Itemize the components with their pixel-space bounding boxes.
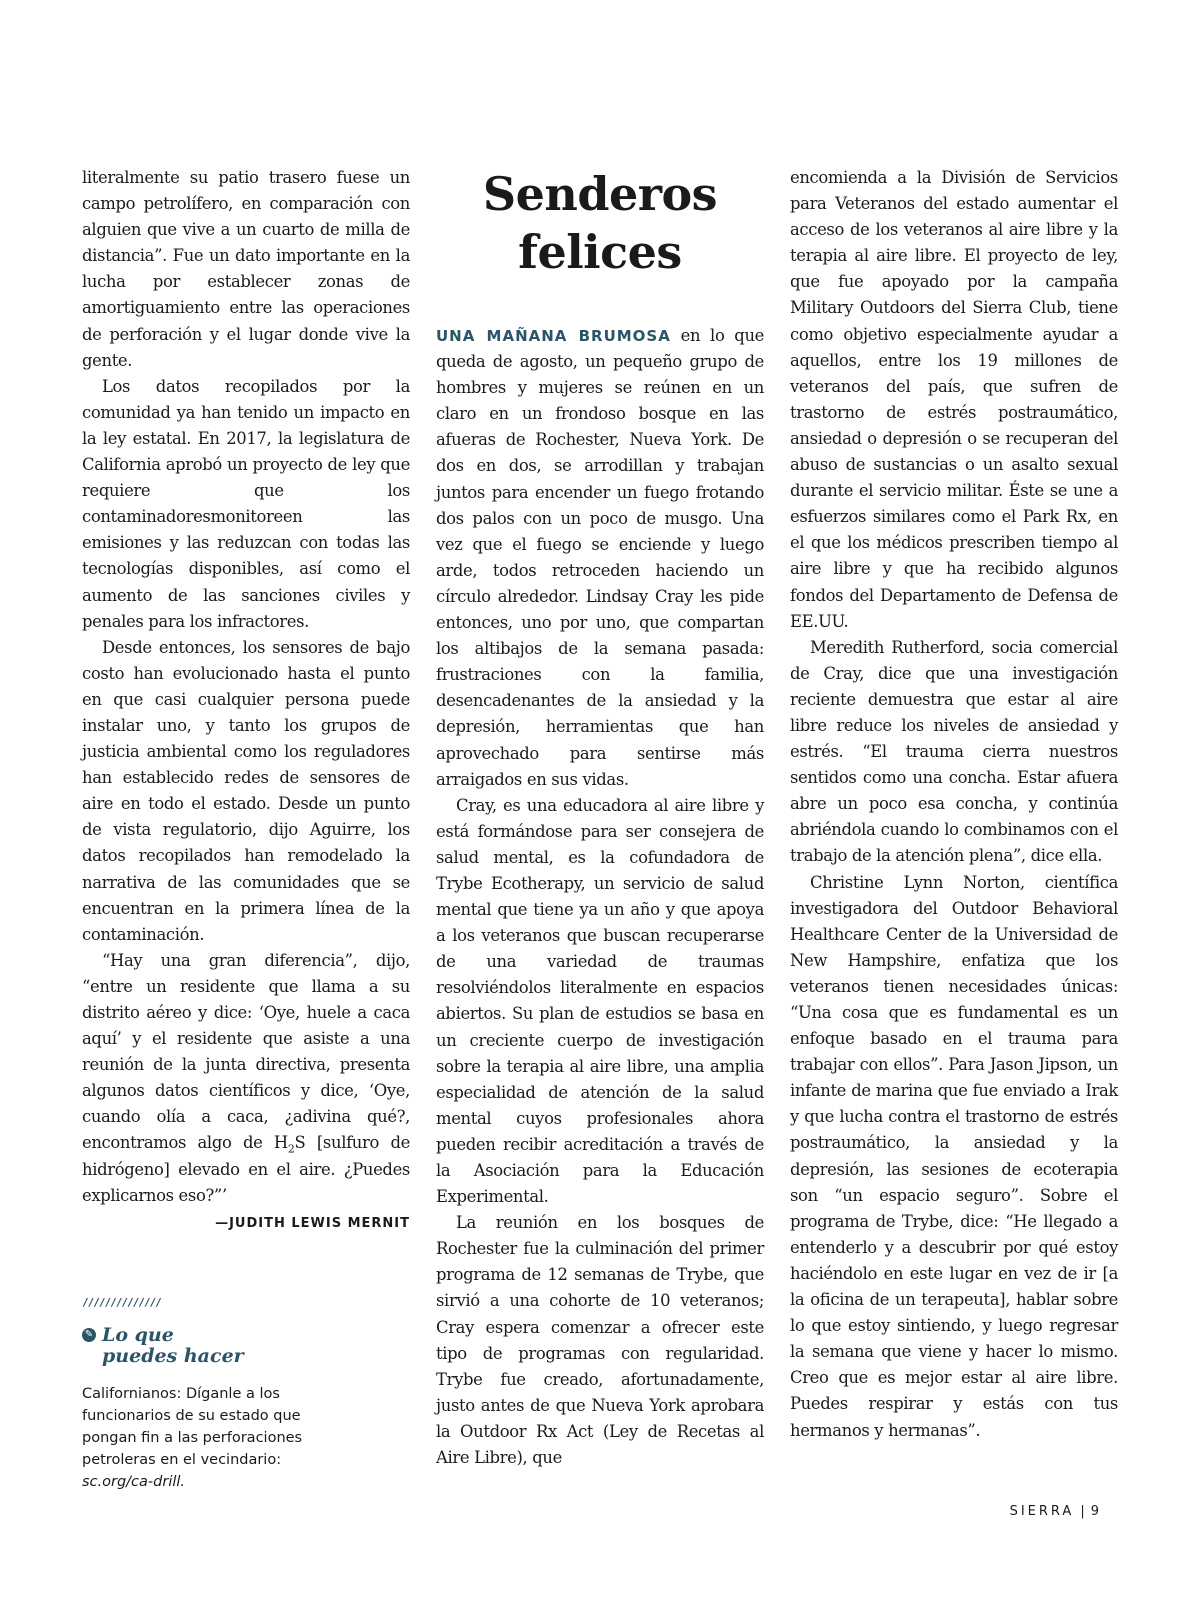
action-link[interactable]: sc.org/ca-drill. — [82, 1474, 186, 1490]
sidebar-title — [82, 1325, 410, 1367]
sidebar-title-text — [102, 1325, 244, 1367]
page-number: 9 — [1090, 1504, 1102, 1519]
headline-line: Senderos — [482, 167, 718, 221]
sidebar-title-line: puedes hacer — [102, 1345, 244, 1367]
sidebar-body — [82, 1383, 352, 1493]
body-paragraph: Cray, es una educadora al aire libre y está formándose para ser consejera de salud mental, es la cofundadora de Trybe Ecotherapy, un servicio de salud mental que tiene ya un año y que apoya a los veteranos que buscan recuperarse de una variedad de traumas resolviéndolos literalmente en espacios abiertos. Su plan de estudios se basa en un creciente cuerpo de investigación sobre la terapia al aire libre, una amplia especialidad de atención de la salud mental cuyos profesionales ahora pueden recibir acreditación a través de la Asociación para la Educación Experimental. — [436, 795, 764, 1207]
left-column — [82, 165, 410, 1237]
body-paragraph: Christine Lynn Norton, científica investigadora del Outdoor Behavioral Healthcare Center de la Universidad de New Hampshire, enfatiza que los veteranos tienen necesidades únicas: “Una cosa que es fundamental es un enfoque basado en el trauma para trabajar con ellos”. Para Jason Jipson, un infante de marina que fue enviado a Irak y que lucha contra el trastorno de estrés postraumático, la ansiedad y la depresión, las sesiones de ecoterapia son “un espacio seguro”. Sobre el programa de Trybe, dice: “He llegado a entenderlo y a descubrir por qué estoy haciéndolo en este lugar en vez de ir [a la oficina de un terapeuta], hablar sobre lo que estoy sintiendo, y luego regresar la semana que viene y hacer lo mismo. Creo que es mejor estar al aire libre. Puedes respirar y estás con tus hermanos y hermanas”. — [790, 872, 1118, 1440]
body-paragraph: encomienda a la División de Servicios para Veteranos del estado aumentar el acceso de los veteranos al aire libre y la terapia al aire libre. El proyecto de ley, que fue apoyado por la campaña Military Outdoors del Sierra Club, tiene como objetivo especialmente ayudar a aquellos, entre los 19 millones de veteranos del país, que sufren de trastorno de estrés postraumático, ansiedad o depresión o se recuperan del abuso de sustancias o un asalto sexual durante el servicio militar. Éste se une a esfuerzos similares como el Park Rx, en el que los médicos prescriben tiempo al aire libre y que ha recibido algunos fondos del Departamento de Defensa de EE.UU. — [790, 168, 1118, 631]
body-paragraph: La reunión en los bosques de Rochester fue la culminación del primer programa de 12 semanas de Trybe, que sirvió a una cohorte de 10 veteranos; Cray espera comenzar a ofrecer este tipo de programas con regularidad. Trybe fue creado, afortunadamente, justo antes de que Nueva York aprobara la Outdoor Rx Act (Ley de Recetas al Aire Libre), que — [436, 1213, 764, 1468]
middle-column — [436, 165, 764, 1471]
decorative-slashes: ////////////// — [82, 1296, 161, 1309]
quote-text-end: S [sulfuro de hidrógeno] elevado en el aire. ¿Puedes explicarnos eso?”’ — [82, 1133, 410, 1205]
pencil-icon: ✎ — [82, 1328, 96, 1342]
quote-text: “Hay una gran diferencia”, dijo, “entre un residente que llama a su distrito aéreo y dice: ‘Oye, huele a caca aquí’ y el residente que asiste a una reunión de la junta directiva, presenta algunos datos científicos y dice, ‘Oye, cuando olía a caca, ¿adivina qué?, encontramos algo de H — [82, 950, 410, 1153]
body-paragraph: Meredith Rutherford, socia comercial de Cray, dice que una investigación reciente demuestra que estar al aire libre reduce los niveles de ansiedad y estrés. “El trauma cierra nuestros sentidos como una concha. Estar afuera abre un poco esa concha, y continúa abriéndola cuando lo combinamos con el trabajo de la atención plena”, dice ella. — [790, 637, 1118, 866]
action-sidebar — [82, 1296, 410, 1493]
headline-line: felices — [518, 225, 682, 279]
body-paragraph: literalmente su patio trasero fuese un campo petrolífero, en comparación con alguien que vive a un cuarto de milla de distancia”. Fue un dato importante en la lucha por establecer zonas de amortiguamiento entre las operaciones de perforación y el lugar donde vive la gente. — [82, 168, 410, 370]
magazine-name: SIERRA — [1009, 1504, 1075, 1519]
lead-text: en lo que queda de agosto, un pequeño grupo de hombres y mujeres se reúnen en un claro en un frondoso bosque en las afueras de Rochester, Nueva York. De dos en dos, se arrodillan y trabajan juntos para encender un fuego frotando dos palos con un poco de musgo. Una vez que el fuego se enciende y luego arde, todos retroceden haciendo un círculo alrededor. Lindsay Cray les pide entonces, uno por uno, que compartan los altibajos de la semana pasada: frustraciones con la familia, desencadenantes de la ansiedad y la depresión, herramientas que han aprovechado para sentirse más arraigados en sus vidas. — [436, 326, 764, 789]
right-column — [790, 165, 1118, 1444]
lead-in: UNA MAÑANA BRUMOSA — [436, 327, 671, 345]
body-paragraph — [82, 948, 410, 1209]
article-headline — [436, 165, 764, 281]
lead-paragraph — [436, 323, 764, 793]
body-paragraph: Los datos recopilados por la comunidad ya han tenido un impacto en la ley estatal. En 2017, la legislatura de California aprobó un proyecto de ley que requiere que los contaminadoresmonitoreen las emisiones y las reduzcan con todas las tecnologías disponibles, así como el aumento de las sanciones civiles y penales para los infractores. — [82, 376, 410, 631]
sidebar-title-line: Lo que — [102, 1324, 174, 1346]
sidebar-text: Californianos: Díganle a los funcionarios de su estado que pongan fin a las perforaciones petroleras en el vecindario: — [82, 1386, 303, 1468]
subscript: 2 — [287, 1142, 295, 1156]
folio-separator: | — [1080, 1504, 1085, 1519]
author-byline: —JUDITH LEWIS MERNIT — [215, 1215, 410, 1231]
page-folio — [1010, 1504, 1102, 1519]
body-paragraph: Desde entonces, los sensores de bajo costo han evolucionado hasta el punto en que casi cualquier persona puede instalar uno, y tanto los grupos de justicia ambiental como los reguladores han establecido redes de sensores de aire en todo el estado. Desde un punto de vista regulatorio, dijo Aguirre, los datos recopilados han remodelado la narrativa de las comunidades que se encuentran en la primera línea de la contaminación. — [82, 637, 410, 944]
